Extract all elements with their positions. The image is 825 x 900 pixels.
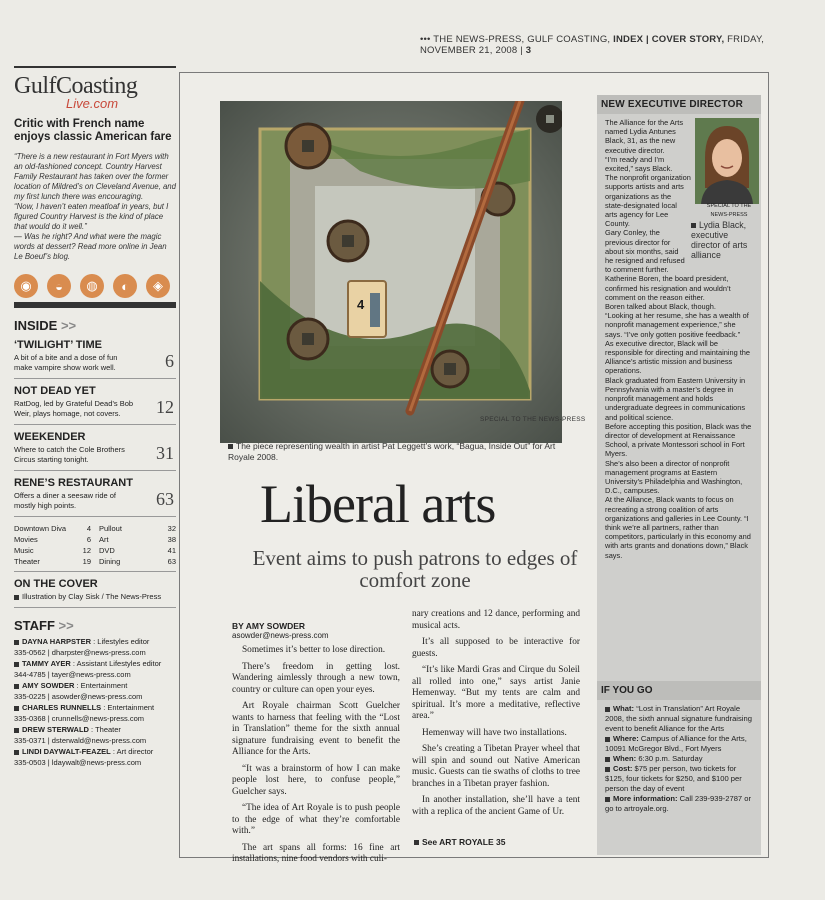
- staff-list: [14, 636, 176, 768]
- page-header: [420, 34, 800, 56]
- inside-item-desc: Where to catch the Cole Brothers Circus starting tonight.: [14, 445, 125, 464]
- index-row[interactable]: [99, 556, 176, 567]
- staff-contact[interactable]: 344-4785 | tayer@news-press.com: [14, 670, 131, 679]
- staff-name: AMY SOWDER: [22, 681, 75, 690]
- sidebar-paragraph: She’s also been a director of nonprofit management programs at Eastern University’s Philadelphia and Washington, D.C., campuses.: [605, 458, 743, 496]
- author: BY AMY SOWDER: [232, 621, 306, 631]
- inside-arrows: >>: [60, 318, 77, 333]
- staff-entry: [14, 702, 176, 724]
- index-row[interactable]: [14, 556, 91, 567]
- index-page: 19: [82, 557, 91, 566]
- left-body-p1: “There is a new restaurant in Fort Myers with an old-fashioned concept. Country Harvest Family Restaurant has taken over the former location of Mildred’s on Cleveland Avenue, and my first lunch there was encouraging.: [14, 152, 176, 201]
- paragraph: There’s freedom in getting lost. Wandering aimlessly through a new town, country or culture can open your eyes.: [232, 661, 400, 695]
- header-prefix: THE NEWS-PRESS, GULF COASTING,: [433, 34, 611, 45]
- staff-role: : Entertainment: [103, 703, 155, 712]
- paragraph: She’s creating a Tibetan Prayer wheel that will spin and sound out Native American music. Guests can tie swaths of cloths to tree branches in a Tibetan prayer fashion.: [412, 744, 580, 789]
- staff-arrows: >>: [58, 618, 74, 633]
- inside-item-page: 63: [156, 489, 174, 509]
- paragraph: Hemenway will have two installations.: [422, 727, 567, 738]
- staff-role: : Theater: [91, 725, 121, 734]
- index-page: 41: [167, 546, 176, 555]
- inside-item-desc: Offers a diner a seesaw ride of mostly high points.: [14, 491, 116, 510]
- bullet-icon: [14, 640, 19, 645]
- staff-name: DREW STERWALD: [22, 725, 89, 734]
- inside-item[interactable]: [14, 477, 176, 517]
- jump-text: See ART ROYALE 35: [422, 837, 506, 847]
- story-column-1: [232, 645, 400, 871]
- wine-icon: ◐: [113, 274, 137, 298]
- bullet-icon: [14, 706, 19, 711]
- sidebar-paragraph: Gary Conley, the previous director for about six months, said he resigned and refused to comment further.: [605, 228, 685, 275]
- index-name: DVD: [99, 546, 115, 555]
- story-column-2: [412, 609, 580, 823]
- staff-contact[interactable]: 335-0503 | ldaywalt@news-press.com: [14, 758, 142, 767]
- staff-role: : Lifestyles editor: [93, 637, 150, 646]
- header-dots: •••: [420, 34, 431, 45]
- sidebar-paragraph: Before accepting this position, Black was the director of development at Renaissance School, a private Montessori school in Fort Myers.: [605, 421, 752, 459]
- paragraph: Art Royale chairman Scott Guelcher wants to harness that feeling with the “Lost in Translation” theme for the sixth annual signature fundraising event to benefit the Alliance for the Arts.: [232, 701, 400, 757]
- index-page: 38: [167, 535, 176, 544]
- bullet-icon: [605, 757, 610, 762]
- bullet-icon: [14, 728, 19, 733]
- food-icons-row: [14, 270, 176, 308]
- inside-label: INSIDE: [14, 318, 58, 333]
- divider: [14, 66, 176, 68]
- inside-item-title: ‘TWILIGHT’ TIME: [14, 339, 102, 351]
- paragraph: In another installation, she’ll have a tent with a replica of the ancient Game of Ur.: [412, 795, 580, 817]
- artwork-photo: [220, 101, 562, 443]
- index-page: 63: [167, 557, 176, 566]
- bullet-icon: [14, 595, 19, 600]
- staff-contact[interactable]: 335-0371 | dsterwald@news-press.com: [14, 736, 147, 745]
- index-row[interactable]: [14, 534, 91, 545]
- header-cover-story: | COVER STORY,: [646, 34, 725, 45]
- sidebar-paragraph: Black graduated from Eastern University in Pennsylvania with a master’s degree in nonprofit management and holds undergraduate degrees in communications and political science.: [605, 375, 746, 422]
- paragraph: Sometimes it’s better to lose direction.: [242, 645, 386, 655]
- logo-subtitle: Live.com: [66, 96, 119, 111]
- bowl-icon: ◒: [47, 274, 71, 298]
- bullet-icon: [605, 737, 610, 742]
- event-detail: [605, 794, 753, 814]
- index-page: 6: [86, 535, 91, 544]
- headshot-photo: [695, 118, 759, 218]
- inside-heading: [14, 318, 176, 333]
- header-date: FRIDAY, NOVEMBER 21, 2008 |: [420, 34, 765, 56]
- staff-contact[interactable]: 335-0225 | asowder@news-press.com: [14, 692, 143, 701]
- event-detail: [605, 764, 753, 794]
- index-name: Pullout: [99, 524, 122, 533]
- index-name: Downtown Diva: [14, 524, 67, 533]
- photo-caption: [228, 441, 558, 463]
- bullet-icon: [414, 840, 419, 845]
- sidebar-paragraph: Katherine Boren, the board president, confirmed his resignation and wouldn’t comment on the reason either.: [605, 274, 731, 302]
- staff-entry: [14, 680, 176, 702]
- detail-label: When:: [613, 754, 637, 763]
- bullet-icon: [14, 662, 19, 667]
- sidebar-paragraph: “Looking at her resume, she has a wealth of nonprofit management experience,” she says. “I’ve only gotten positive feedback.”: [605, 311, 749, 339]
- staff-contact[interactable]: 335-0368 | crunnells@news-press.com: [14, 714, 145, 723]
- staff-role: : Assistant Lifestyles editor: [72, 659, 162, 668]
- inside-item-title: NOT DEAD YET: [14, 385, 96, 397]
- story-headline: Liberal arts: [260, 474, 496, 534]
- left-headline: Critic with French name enjoys classic American fare: [14, 118, 172, 143]
- artwork-illustration: [220, 101, 562, 443]
- sidebar-title: NEW EXECUTIVE DIRECTOR: [597, 95, 761, 114]
- sidebar-body: [597, 114, 761, 560]
- index-row[interactable]: [14, 545, 91, 556]
- detail-text: 6:30 p.m. Saturday: [638, 754, 703, 763]
- header-index: INDEX: [613, 34, 644, 45]
- cover-story-box: [179, 72, 769, 864]
- left-body: [14, 152, 176, 262]
- sidebar-paragraph: The nonprofit organization supports artists and arts organizations as the state-designated local arts agency for Lee County.: [605, 173, 691, 229]
- sidebar-paragraph: Boren talked about Black, though.: [605, 302, 716, 312]
- sidebar-paragraph: As executive director, Black will be responsible for directing and maintaining the Alliance’s artistic mission and business operations.: [605, 338, 751, 376]
- page-number: 3: [525, 45, 532, 56]
- staff-heading: [14, 618, 176, 633]
- left-column: [14, 66, 176, 768]
- index-row[interactable]: [14, 523, 91, 534]
- inside-item[interactable]: [14, 385, 176, 425]
- inside-item-title: WEEKENDER: [14, 431, 86, 443]
- detail-text: “Lost in Translation” Art Royale 2008, the sixth annual signature fundraising event to benefit Alliance for the Arts: [605, 704, 752, 733]
- bullet-icon: [605, 767, 610, 772]
- on-the-cover-heading: ON THE COVER: [14, 578, 98, 590]
- index-page: 4: [86, 524, 91, 533]
- paragraph: nary creations and 12 dance, performing and musical acts.: [412, 609, 580, 631]
- photo-credit: SPECIAL TO THE NEWS-PRESS: [480, 416, 586, 423]
- staff-entry: [14, 658, 176, 680]
- staff-role: : Entertainment: [76, 681, 128, 690]
- detail-text: $75 per person, two tickets for $125, four tickets for $250, and $100 per person the day of event: [605, 764, 742, 793]
- caption-text: The piece representing wealth in artist Pat Leggett’s work, “Bagua, Inside Out” for Art Royale 2008.: [228, 441, 556, 462]
- executive-director-sidebar: [597, 95, 761, 855]
- staff-contact[interactable]: 335-0562 | dharpster@news-press.com: [14, 648, 146, 657]
- detail-label: What:: [613, 704, 635, 713]
- bullet-icon: [691, 223, 696, 228]
- index-name: Music: [14, 546, 34, 555]
- detail-text: Campus of Alliance for the Arts, 10091 McGregor Blvd., Fort Myers: [605, 734, 747, 753]
- pull-caption: [691, 220, 759, 260]
- index-page: 32: [167, 524, 176, 533]
- index-name: Art: [99, 535, 109, 544]
- bullet-icon: [605, 797, 610, 802]
- index-name: Theater: [14, 557, 40, 566]
- staff-label: STAFF: [14, 618, 55, 633]
- left-body-p3: — Was he right? And what were the magic words at dessert? Read more online in Jean Le Boeuf’s blog.: [14, 232, 167, 261]
- paragraph: It’s all supposed to be interactive for guests.: [412, 637, 580, 659]
- index-page: 12: [82, 546, 91, 555]
- byline: [232, 621, 329, 640]
- staff-entry: [14, 724, 176, 746]
- cup-icon: ◍: [80, 274, 104, 298]
- event-detail: [605, 734, 753, 754]
- index-name: Dining: [99, 557, 121, 566]
- index-name: Movies: [14, 535, 38, 544]
- inside-item-desc: A bit of a bite and a dose of fun make vampire show work well.: [14, 353, 118, 372]
- inside-item-page: 12: [156, 397, 174, 417]
- inside-item-page: 31: [156, 443, 174, 463]
- bullet-icon: [228, 444, 233, 449]
- event-detail: [605, 754, 753, 764]
- cover-credit: Illustration by Clay Sisk / The News-Press: [22, 592, 162, 601]
- sidebar-paragraph: “I’m ready and I’m excited,” says Black.: [605, 154, 673, 174]
- chef-icon: ◈: [146, 274, 170, 298]
- jump-line[interactable]: [414, 837, 505, 847]
- detail-text[interactable]: Call 239-939-2787 or go to artroyale.org.: [605, 794, 752, 813]
- staff-role: : Art director: [112, 747, 154, 756]
- pull-caption-text: Lydia Black, executive director of arts alliance: [691, 220, 748, 260]
- paragraph: “It was a brainstorm of how I can make people lost here, to confuse people,” Guelcher says.: [232, 763, 400, 797]
- if-you-go-box: [597, 681, 761, 818]
- on-the-cover-text: [14, 592, 176, 608]
- if-you-go-body: [597, 700, 761, 818]
- index-row[interactable]: [99, 523, 176, 534]
- inside-item-desc: RatDog, led by Grateful Dead’s Bob Weir, plays homage, not covers.: [14, 399, 134, 418]
- detail-label: More information:: [613, 794, 678, 803]
- if-you-go-title: IF YOU GO: [597, 681, 761, 700]
- plate-icon: ◉: [14, 274, 38, 298]
- bullet-icon: [605, 707, 610, 712]
- inside-item[interactable]: [14, 339, 176, 379]
- bullet-icon: [14, 684, 19, 689]
- bullet-icon: [14, 750, 19, 755]
- author-email[interactable]: asowder@news-press.com: [232, 631, 329, 640]
- sidebar-paragraph: The Alliance for the Arts named Lydia Antunes Black, 31, as the new executive director.: [605, 118, 684, 155]
- paragraph: “The idea of Art Royale is to push people to the edge of what they’re comfortable with.”: [232, 803, 400, 836]
- event-detail: [605, 704, 753, 734]
- detail-label: Where:: [613, 734, 639, 743]
- inside-item[interactable]: [14, 431, 176, 471]
- inside-item-page: 6: [165, 351, 174, 371]
- sidebar-paragraph: At the Alliance, Black wants to focus on recreating a strong coalition of arts organizations and galleries in Lee County. “I think we’re all partners, rather than competitors, particularly in this economy and with arts grants and donations down,” Black says.: [605, 495, 751, 560]
- staff-name: TAMMY AYER: [22, 659, 71, 668]
- paragraph: The art spans all forms: 16 fine art installations, nine food vendors with culi-: [232, 842, 400, 864]
- detail-label: Cost:: [613, 764, 633, 773]
- section-index: [14, 523, 176, 572]
- tile-number: 4: [357, 297, 365, 312]
- person-icon: [695, 118, 759, 204]
- left-body-p2: “Now, I haven’t eaten meatloaf in years, but I figured Country Harvest is the kind of place that would do it well.”: [14, 202, 169, 231]
- headshot-credit: SPECIAL TO THE NEWS-PRESS: [706, 202, 752, 218]
- gulfcoasting-logo: GulfCoasting: [14, 73, 138, 99]
- staff-name: LINDI DAYWALT-FEAZEL: [22, 747, 111, 756]
- index-row[interactable]: [99, 545, 176, 556]
- inside-item-title: RENE’S RESTAURANT: [14, 477, 133, 489]
- story-subhead: Event aims to push patrons to edges of comfort zone: [252, 546, 578, 592]
- staff-entry: [14, 636, 176, 658]
- staff-name: CHARLES RUNNELLS: [22, 703, 102, 712]
- index-row[interactable]: [99, 534, 176, 545]
- staff-entry: [14, 746, 176, 768]
- paragraph: “It’s like Mardi Gras and Cirque du Soleil all rolled into one,” says artist Janie Hemenway. “But my tents are calm and spiritual. It’s more a meditative, reflective area.”: [412, 665, 580, 721]
- staff-name: DAYNA HARPSTER: [22, 637, 92, 646]
